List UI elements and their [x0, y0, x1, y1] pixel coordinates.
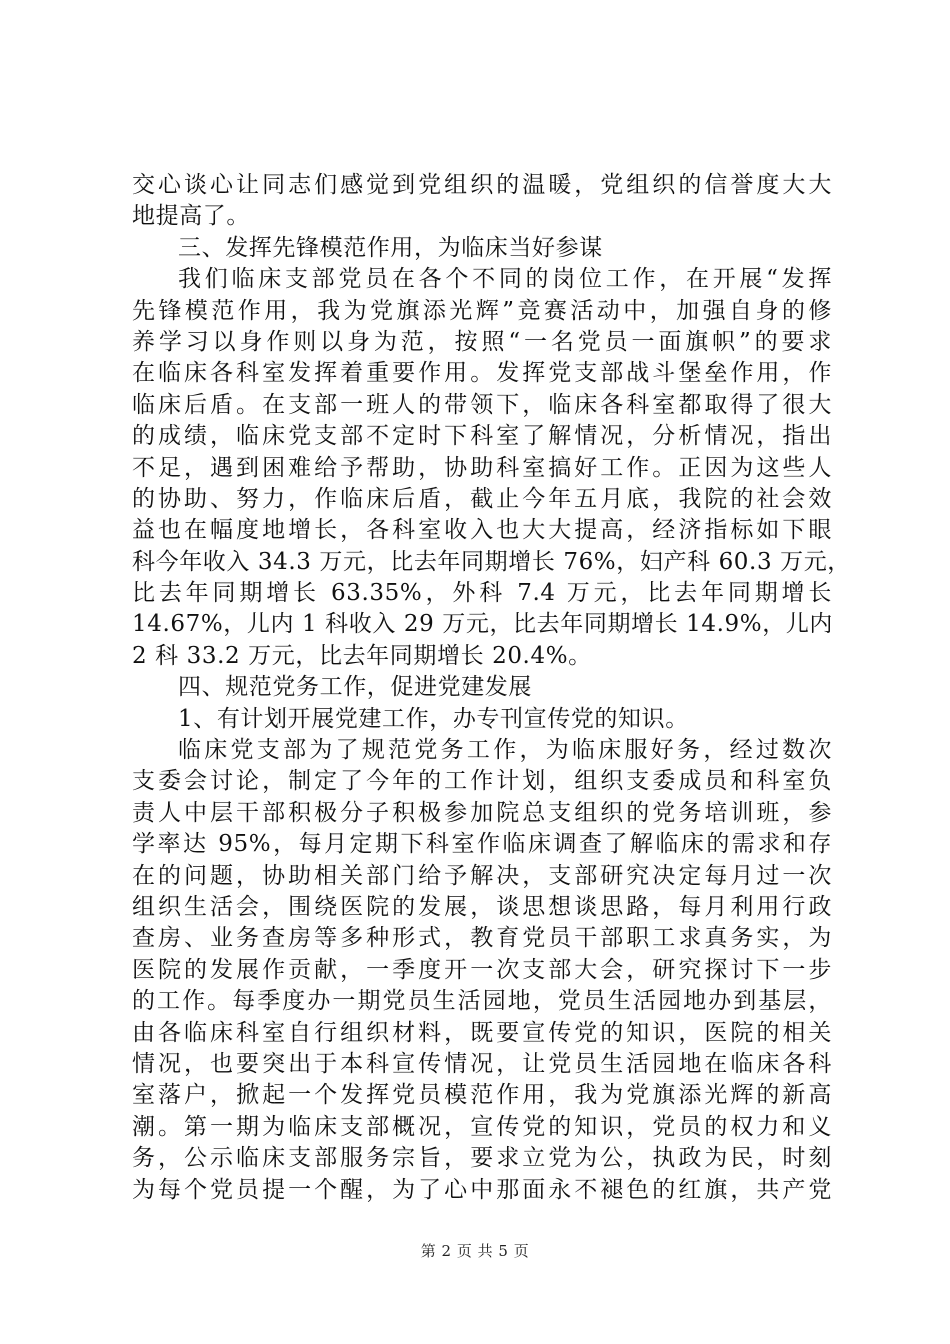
text-line: 支委会讨论，制定了今年的工作计划，组织支委成员和科室负 [132, 768, 832, 795]
text-line: 养学习以身作则以身为范，按照“一名党员一面旗帜”的要求 [132, 328, 832, 355]
text-line: 14.67%，儿内 1 科收入 29 万元，比去年同期增长 14.9%，儿内 [132, 611, 834, 638]
text-line: 科今年收入 34.3 万元，比去年同期增长 76%，妇产科 60.3 万元， [132, 548, 851, 575]
text-line: 不足，遇到困难给予帮助，协助科室搞好工作。正因为这些人 [132, 454, 832, 481]
text-line: 四、规范党务工作，促进党建发展 [178, 674, 532, 701]
text-line: 潮。第一期为临床支部概况，宣传党的知识，党员的权力和义 [132, 1113, 832, 1140]
text-line: 责人中层干部积极分子积极参加院总支组织的党务培训班，参 [132, 799, 832, 826]
text-line: 组织生活会，围绕医院的发展，谈思想谈思路，每月利用行政 [132, 893, 832, 920]
text-line: 务，公示临床支部服务宗旨，要求立党为公，执政为民，时刻 [132, 1145, 832, 1172]
text-line: 在的问题，协助相关部门给予解决，支部研究决定每月过一次 [132, 862, 832, 889]
text-line: 的协助、努力，作临床后盾，截止今年五月底，我院的社会效 [132, 485, 832, 512]
text-line: 我们临床支部党员在各个不同的岗位工作，在开展“发挥 [178, 266, 832, 293]
document-body [132, 170, 851, 1206]
text-line: 的工作。每季度办一期党员生活园地，党员生活园地办到基层， [132, 988, 832, 1015]
text-line: 先锋模范作用，我为党旗添光辉”竞赛活动中，加强自身的修 [132, 297, 832, 324]
text-line: 为每个党员提一个醒，为了心中那面永不褪色的红旗，共产党 [132, 1176, 832, 1203]
text-line: 的成绩，临床党支部不定时下科室了解情况，分析情况，指出 [132, 423, 832, 450]
text-line: 比去年同期增长 63.35%，外科 7.4 万元，比去年同期增长 [132, 580, 832, 607]
text-line: 由各临床科室自行组织材料，既要宣传党的知识，医院的相关 [132, 1019, 832, 1046]
text-line: 在临床各科室发挥着重要作用。发挥党支部战斗堡垒作用，作 [132, 360, 832, 387]
text-line: 临床后盾。在支部一班人的带领下，临床各科室都取得了很大 [132, 391, 832, 418]
text-line: 益也在幅度地增长，各科室收入也大大提高，经济指标如下眼 [132, 517, 832, 544]
page-number-footer: 第 2 页 共 5 页 [420, 1242, 530, 1260]
text-line: 学率达 95%，每月定期下科室作临床调查了解临床的需求和存 [132, 831, 832, 858]
text-line: 三、发挥先锋模范作用，为临床当好参谋 [178, 234, 603, 261]
text-line: 查房、业务查房等多种形式，教育党员干部职工求真务实，为 [132, 925, 832, 952]
text-line: 2 科 33.2 万元，比去年同期增长 20.4%。 [132, 642, 592, 669]
text-line: 医院的发展作贡献，一季度开一次支部大会，研究探讨下一步 [132, 956, 832, 983]
text-line: 情况，也要突出于本科宣传情况，让党员生活园地在临床各科 [132, 1050, 832, 1077]
text-line: 1、有计划开展党建工作，办专刊宣传党的知识。 [178, 705, 689, 732]
text-line: 交心谈心让同志们感觉到党组织的温暖，党组织的信誉度大大 [132, 172, 832, 198]
text-line: 临床党支部为了规范党务工作，为临床服好务，经过数次 [178, 737, 832, 764]
text-line: 室落户，掀起一个发挥党员模范作用，我为党旗添光辉的新高 [132, 1082, 832, 1109]
text-line: 地提高了。 [132, 203, 250, 230]
